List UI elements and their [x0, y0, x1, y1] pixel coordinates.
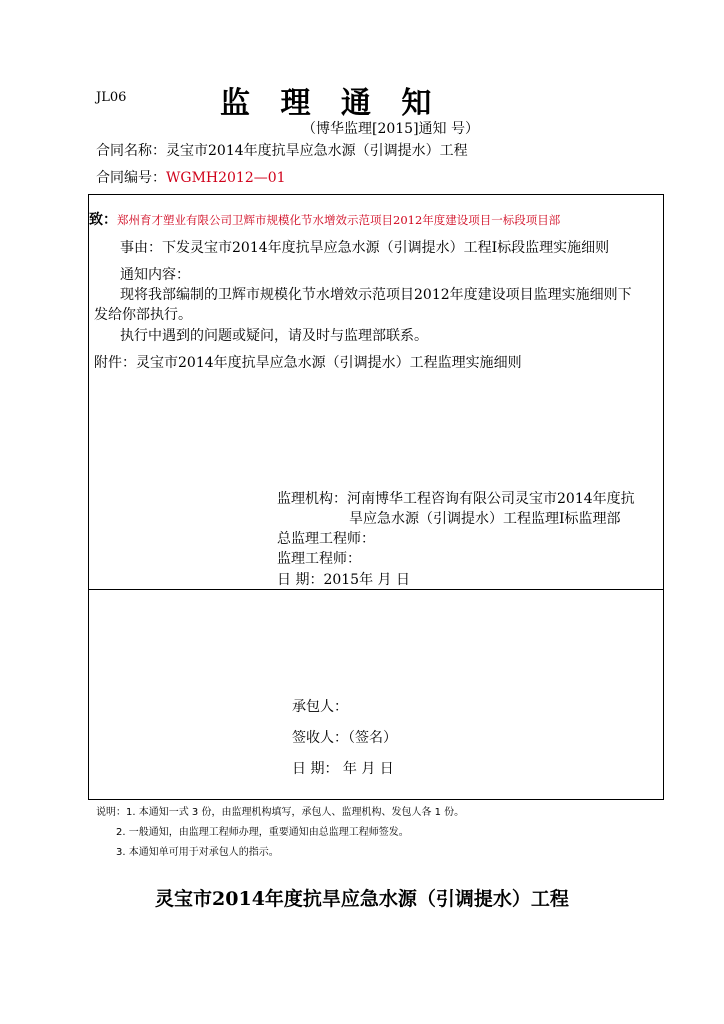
supervision-org-line-1: 监理机构：河南博华工程咨询有限公司灵宝市2014年度抗	[277, 491, 635, 507]
form-code: JL06	[96, 90, 127, 105]
contractor-line: 承包人：	[292, 699, 348, 715]
project-title-footer: 灵宝市2014年度抗旱应急水源（引调提水）工程	[155, 888, 569, 910]
recipient-label: 致：	[89, 212, 117, 228]
recipient-value: 郑州育才塑业有限公司卫辉市规模化节水增效示范项目2012年度建设项目一标段项目部	[117, 213, 561, 227]
receipt-box	[88, 589, 664, 800]
contract-number	[96, 167, 286, 187]
notice-body-box	[88, 194, 664, 590]
note-line-2: 2. 一般通知，由监理工程师办理，重要通知由总监理工程师签发。	[116, 827, 409, 838]
notice-number: （博华监理[2015]通知 号）	[302, 121, 480, 137]
contract-name-value: 灵宝市2014年度抗旱应急水源（引调提水）工程	[166, 143, 468, 159]
chief-engineer-line: 总监理工程师：	[277, 531, 375, 547]
note-line-1: 说明：1. 本通知一式 3 份，由监理机构填写，承包人、监理机构、发包人各 1 份。	[96, 807, 465, 818]
note-line-3: 3. 本通知单可用于对承包人的指示。	[116, 847, 279, 858]
content-line-1: 现将我部编制的卫辉市规模化节水增效示范项目2012年度建设项目监理实施细则下	[120, 287, 632, 303]
contract-no-label: 合同编号：	[96, 170, 166, 186]
receipt-date-line: 日 期： 年 月 日	[292, 761, 394, 777]
contract-name-label: 合同名称：	[96, 143, 166, 159]
page-title: 监 理 通 知	[220, 86, 442, 121]
recipient-line	[89, 209, 560, 229]
attachment-line: 附件：灵宝市2014年度抗旱应急水源（引调提水）工程监理实施细则	[94, 355, 522, 371]
content-line-2: 发给你部执行。	[94, 307, 192, 323]
content-label: 通知内容：	[120, 267, 190, 283]
contract-no-value: WGMH2012—01	[166, 170, 286, 186]
contract-name	[96, 140, 468, 160]
engineer-line: 监理工程师：	[277, 551, 361, 567]
issue-date-line: 日 期：2015年 月 日	[277, 572, 410, 588]
subject-line: 事由：下发灵宝市2014年度抗旱应急水源（引调提水）工程Ⅰ标段监理实施细则	[120, 240, 610, 256]
receiver-line: 签收人：（签名）	[292, 730, 397, 746]
supervision-org-line-2: 旱应急水源（引调提水）工程监理Ⅰ标监理部	[349, 511, 621, 527]
content-line-3: 执行中遇到的问题或疑问，请及时与监理部联系。	[120, 328, 428, 344]
